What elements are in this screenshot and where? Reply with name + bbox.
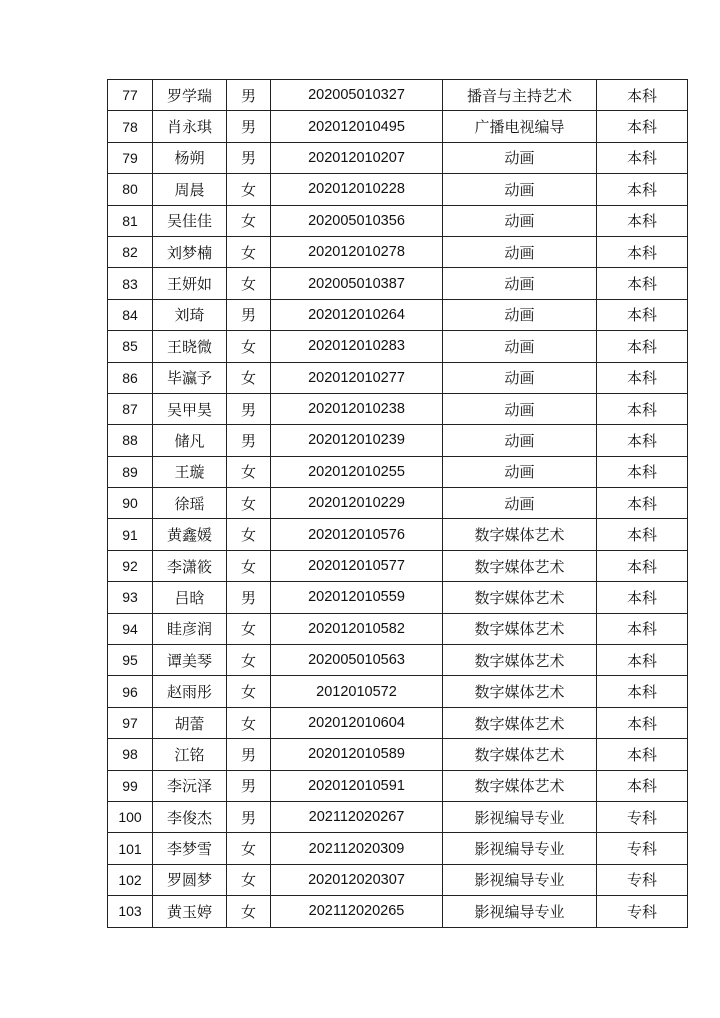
student-name-cell: 杨朔 [153, 142, 227, 173]
table-row [108, 174, 688, 205]
student-name-cell: 周晨 [153, 174, 227, 205]
table-row [108, 519, 688, 550]
row-number-cell: 99 [108, 770, 153, 801]
student-name-cell: 储凡 [153, 425, 227, 456]
row-number-cell: 93 [108, 582, 153, 613]
major-cell: 动画 [443, 142, 597, 173]
student-id-cell: 202012010589 [271, 739, 443, 770]
row-number-cell: 87 [108, 393, 153, 424]
roster-body [108, 80, 688, 928]
student-id-cell: 202012010255 [271, 456, 443, 487]
major-cell: 影视编导专业 [443, 896, 597, 927]
major-cell: 数字媒体艺术 [443, 519, 597, 550]
table-row [108, 613, 688, 644]
student-name-cell: 毕瀛予 [153, 362, 227, 393]
degree-level-cell: 专科 [597, 833, 688, 864]
table-row [108, 488, 688, 519]
student-id-cell: 202005010387 [271, 268, 443, 299]
gender-cell: 女 [227, 331, 271, 362]
student-id-cell: 202012010576 [271, 519, 443, 550]
student-name-cell: 徐瑶 [153, 488, 227, 519]
gender-cell: 男 [227, 801, 271, 832]
row-number-cell: 94 [108, 613, 153, 644]
degree-level-cell: 本科 [597, 142, 688, 173]
student-name-cell: 眭彦润 [153, 613, 227, 644]
major-cell: 动画 [443, 456, 597, 487]
major-cell: 动画 [443, 393, 597, 424]
major-cell: 动画 [443, 425, 597, 456]
table-row [108, 331, 688, 362]
major-cell: 影视编导专业 [443, 801, 597, 832]
major-cell: 影视编导专业 [443, 833, 597, 864]
table-row [108, 299, 688, 330]
student-name-cell: 赵雨彤 [153, 676, 227, 707]
student-id-cell: 202112020265 [271, 896, 443, 927]
gender-cell: 女 [227, 174, 271, 205]
degree-level-cell: 本科 [597, 299, 688, 330]
degree-level-cell: 本科 [597, 770, 688, 801]
degree-level-cell: 专科 [597, 896, 688, 927]
gender-cell: 男 [227, 111, 271, 142]
gender-cell: 女 [227, 707, 271, 738]
student-id-cell: 202012010228 [271, 174, 443, 205]
gender-cell: 男 [227, 582, 271, 613]
table-row [108, 896, 688, 927]
major-cell: 播音与主持艺术 [443, 80, 597, 111]
gender-cell: 女 [227, 236, 271, 267]
student-id-cell: 202005010327 [271, 80, 443, 111]
row-number-cell: 90 [108, 488, 153, 519]
gender-cell: 男 [227, 739, 271, 770]
gender-cell: 男 [227, 770, 271, 801]
student-id-cell: 202012010238 [271, 393, 443, 424]
student-id-cell: 202012010283 [271, 331, 443, 362]
student-id-cell: 202005010563 [271, 645, 443, 676]
major-cell: 影视编导专业 [443, 864, 597, 895]
gender-cell: 女 [227, 613, 271, 644]
degree-level-cell: 本科 [597, 268, 688, 299]
student-id-cell: 202012010577 [271, 550, 443, 581]
degree-level-cell: 本科 [597, 488, 688, 519]
gender-cell: 女 [227, 896, 271, 927]
table-row [108, 550, 688, 581]
student-name-cell: 吴佳佳 [153, 205, 227, 236]
degree-level-cell: 本科 [597, 425, 688, 456]
gender-cell: 男 [227, 425, 271, 456]
student-id-cell: 2012010572 [271, 676, 443, 707]
student-name-cell: 吕晗 [153, 582, 227, 613]
major-cell: 数字媒体艺术 [443, 707, 597, 738]
degree-level-cell: 专科 [597, 864, 688, 895]
major-cell: 数字媒体艺术 [443, 739, 597, 770]
table-row [108, 833, 688, 864]
student-name-cell: 吴甲昊 [153, 393, 227, 424]
major-cell: 动画 [443, 268, 597, 299]
gender-cell: 女 [227, 864, 271, 895]
gender-cell: 男 [227, 299, 271, 330]
student-id-cell: 202005010356 [271, 205, 443, 236]
table-row [108, 864, 688, 895]
student-name-cell: 李沅泽 [153, 770, 227, 801]
table-row [108, 707, 688, 738]
table-row [108, 739, 688, 770]
major-cell: 动画 [443, 236, 597, 267]
student-name-cell: 刘梦楠 [153, 236, 227, 267]
student-name-cell: 罗圆梦 [153, 864, 227, 895]
student-name-cell: 谭美琴 [153, 645, 227, 676]
table-row [108, 801, 688, 832]
student-name-cell: 王璇 [153, 456, 227, 487]
gender-cell: 女 [227, 645, 271, 676]
major-cell: 动画 [443, 331, 597, 362]
student-name-cell: 李梦雪 [153, 833, 227, 864]
degree-level-cell: 本科 [597, 236, 688, 267]
degree-level-cell: 专科 [597, 801, 688, 832]
table-row [108, 362, 688, 393]
student-id-cell: 202012020307 [271, 864, 443, 895]
degree-level-cell: 本科 [597, 645, 688, 676]
gender-cell: 女 [227, 488, 271, 519]
major-cell: 数字媒体艺术 [443, 676, 597, 707]
table-row [108, 393, 688, 424]
row-number-cell: 92 [108, 550, 153, 581]
student-name-cell: 罗学瑞 [153, 80, 227, 111]
student-name-cell: 李潇筱 [153, 550, 227, 581]
gender-cell: 女 [227, 676, 271, 707]
gender-cell: 女 [227, 550, 271, 581]
degree-level-cell: 本科 [597, 613, 688, 644]
major-cell: 数字媒体艺术 [443, 582, 597, 613]
degree-level-cell: 本科 [597, 707, 688, 738]
row-number-cell: 98 [108, 739, 153, 770]
student-name-cell: 李俊杰 [153, 801, 227, 832]
student-id-cell: 202012010591 [271, 770, 443, 801]
major-cell: 数字媒体艺术 [443, 550, 597, 581]
table-row [108, 205, 688, 236]
student-name-cell: 江铭 [153, 739, 227, 770]
major-cell: 动画 [443, 488, 597, 519]
student-name-cell: 王晓微 [153, 331, 227, 362]
degree-level-cell: 本科 [597, 174, 688, 205]
gender-cell: 女 [227, 205, 271, 236]
student-id-cell: 202012010229 [271, 488, 443, 519]
student-name-cell: 黄玉婷 [153, 896, 227, 927]
row-number-cell: 81 [108, 205, 153, 236]
student-id-cell: 202012010582 [271, 613, 443, 644]
table-row [108, 676, 688, 707]
row-number-cell: 101 [108, 833, 153, 864]
gender-cell: 男 [227, 142, 271, 173]
degree-level-cell: 本科 [597, 393, 688, 424]
gender-cell: 女 [227, 268, 271, 299]
row-number-cell: 95 [108, 645, 153, 676]
table-row [108, 425, 688, 456]
student-id-cell: 202012010495 [271, 111, 443, 142]
student-name-cell: 王妍如 [153, 268, 227, 299]
row-number-cell: 86 [108, 362, 153, 393]
row-number-cell: 78 [108, 111, 153, 142]
row-number-cell: 97 [108, 707, 153, 738]
row-number-cell: 89 [108, 456, 153, 487]
table-row [108, 268, 688, 299]
gender-cell: 女 [227, 519, 271, 550]
student-id-cell: 202012010264 [271, 299, 443, 330]
table-row [108, 582, 688, 613]
degree-level-cell: 本科 [597, 519, 688, 550]
table-row [108, 111, 688, 142]
degree-level-cell: 本科 [597, 550, 688, 581]
major-cell: 数字媒体艺术 [443, 645, 597, 676]
row-number-cell: 82 [108, 236, 153, 267]
degree-level-cell: 本科 [597, 676, 688, 707]
degree-level-cell: 本科 [597, 582, 688, 613]
major-cell: 动画 [443, 205, 597, 236]
row-number-cell: 80 [108, 174, 153, 205]
degree-level-cell: 本科 [597, 80, 688, 111]
student-name-cell: 刘琦 [153, 299, 227, 330]
table-row [108, 236, 688, 267]
row-number-cell: 83 [108, 268, 153, 299]
student-id-cell: 202012010559 [271, 582, 443, 613]
student-id-cell: 202012010604 [271, 707, 443, 738]
row-number-cell: 77 [108, 80, 153, 111]
student-id-cell: 202112020309 [271, 833, 443, 864]
table-row [108, 80, 688, 111]
student-id-cell: 202012010207 [271, 142, 443, 173]
degree-level-cell: 本科 [597, 739, 688, 770]
table-row [108, 456, 688, 487]
gender-cell: 女 [227, 362, 271, 393]
row-number-cell: 100 [108, 801, 153, 832]
major-cell: 动画 [443, 362, 597, 393]
student-id-cell: 202012010277 [271, 362, 443, 393]
degree-level-cell: 本科 [597, 111, 688, 142]
gender-cell: 女 [227, 456, 271, 487]
student-id-cell: 202112020267 [271, 801, 443, 832]
table-row [108, 645, 688, 676]
gender-cell: 男 [227, 80, 271, 111]
student-name-cell: 胡蕾 [153, 707, 227, 738]
row-number-cell: 84 [108, 299, 153, 330]
row-number-cell: 79 [108, 142, 153, 173]
major-cell: 动画 [443, 174, 597, 205]
degree-level-cell: 本科 [597, 205, 688, 236]
table-row [108, 142, 688, 173]
student-id-cell: 202012010239 [271, 425, 443, 456]
major-cell: 数字媒体艺术 [443, 770, 597, 801]
degree-level-cell: 本科 [597, 362, 688, 393]
student-id-cell: 202012010278 [271, 236, 443, 267]
row-number-cell: 91 [108, 519, 153, 550]
gender-cell: 女 [227, 833, 271, 864]
row-number-cell: 103 [108, 896, 153, 927]
row-number-cell: 88 [108, 425, 153, 456]
table-row [108, 770, 688, 801]
row-number-cell: 96 [108, 676, 153, 707]
student-name-cell: 肖永琪 [153, 111, 227, 142]
gender-cell: 男 [227, 393, 271, 424]
degree-level-cell: 本科 [597, 331, 688, 362]
row-number-cell: 102 [108, 864, 153, 895]
major-cell: 广播电视编导 [443, 111, 597, 142]
student-name-cell: 黄鑫媛 [153, 519, 227, 550]
student-roster-table [107, 79, 688, 928]
degree-level-cell: 本科 [597, 456, 688, 487]
row-number-cell: 85 [108, 331, 153, 362]
major-cell: 动画 [443, 299, 597, 330]
major-cell: 数字媒体艺术 [443, 613, 597, 644]
